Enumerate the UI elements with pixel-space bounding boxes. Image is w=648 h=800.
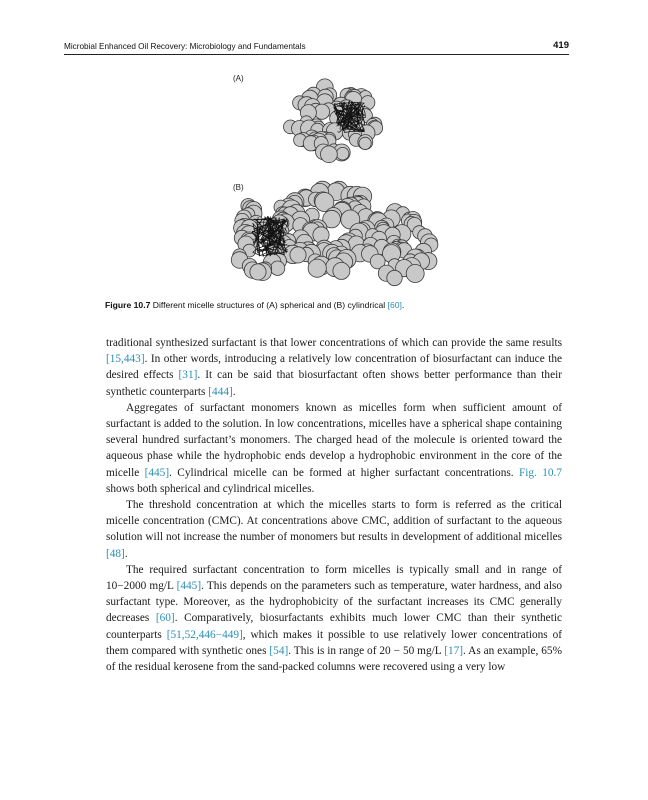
figure-number: Figure 10.7: [105, 300, 151, 310]
surfactant-head-icon: [387, 270, 402, 285]
paragraph-text: The required surfactant concentration to form micelles is typically small and in range of 10−2000 mg/L: [106, 563, 562, 593]
running-header: [64, 40, 569, 55]
paragraph-text: .: [232, 385, 236, 398]
paragraph-text: . Comparatively, biosurfactants exhibits much lower CMC than their synthetic counterparts: [106, 612, 562, 641]
figure-caption: [105, 300, 575, 310]
citation-link[interactable]: [51,52,446−449]: [166, 628, 243, 641]
paragraph-text: . This depends on the parameters such as temperature, water hardness, and also surfactant type. Moreover, as the hydrophobicity of the surfactant increases its CMC generally decreases: [106, 580, 563, 625]
figure-caption-end: .: [401, 300, 405, 310]
paragraph-text: shows both spherical and cylindrical micelles.: [106, 482, 315, 495]
body-paragraph: [106, 562, 562, 675]
citation-link[interactable]: [60]: [155, 612, 175, 625]
paragraph-text: traditional synthesized surfactant is that lower concentrations of which can provide the same results: [106, 337, 562, 349]
cylindrical-micelle-illustration: [228, 180, 440, 292]
paragraph-text: . As an example, 65% of the residual kerosene from the sand-packed columns were recovered using a very low: [106, 644, 562, 674]
surfactant-head-icon: [406, 265, 424, 283]
figure-caption-text: Different micelle structures of (A) spherical and (B) cylindrical: [150, 300, 388, 310]
citation-link[interactable]: [445]: [176, 580, 202, 593]
paragraph-text: The threshold concentration at which the micelles starts to form is referred as the critical micelle concentration (CMC). At concentrations above CMC, addition of surfactant to the aqueous solution will not increase the number of monomers but results in development of additional micelles: [106, 499, 562, 544]
surfactant-head-icon: [359, 137, 371, 149]
citation-link[interactable]: [15,443]: [106, 353, 145, 366]
paragraph-text: , which makes it possible to use relatively lower concentrations of them compared with synthetic ones: [106, 628, 562, 657]
paragraph-text: . In other words, introducing a relatively low concentration of biosurfactant can induce the desired effects: [106, 353, 562, 382]
paragraph-text: . Cylindrical micelle can be formed at higher surfactant concentrations.: [169, 466, 519, 479]
citation-link[interactable]: [31]: [178, 369, 198, 382]
citation-link[interactable]: [445]: [144, 466, 170, 479]
citation-link[interactable]: [444]: [208, 385, 233, 398]
citation-link[interactable]: [17]: [444, 644, 464, 657]
body-text: [106, 335, 562, 675]
citation-link[interactable]: Fig. 10.7: [518, 466, 562, 479]
surfactant-head-icon: [250, 264, 266, 280]
paragraph-text: . This is in range of 20 − 50 mg/L: [288, 644, 445, 657]
page-number: 419: [553, 40, 569, 51]
surfactant-head-icon: [308, 259, 326, 277]
paragraph-text: . It can be said that biosurfactant often shows better performance than their synthetic counterparts: [106, 369, 562, 398]
panel-a-label: (A): [233, 74, 244, 83]
surfactant-head-icon: [321, 146, 338, 163]
panel-b-label: (B): [233, 183, 244, 192]
paragraph-text: .: [124, 547, 128, 560]
surfactant-head-icon: [270, 261, 284, 275]
citation-link[interactable]: [48]: [106, 547, 125, 560]
spherical-micelle-illustration: [280, 75, 390, 165]
surfactant-head-icon: [336, 147, 349, 160]
surfactant-head-icon: [333, 262, 350, 279]
citation-link[interactable]: [54]: [269, 644, 289, 657]
running-header-title: Microbial Enhanced Oil Recovery: Microbiology and Fundamentals: [64, 42, 306, 51]
body-paragraph: [106, 400, 562, 497]
figure-caption-reference[interactable]: [60]: [387, 300, 402, 310]
body-paragraph: [106, 335, 562, 400]
surfactant-head-icon: [290, 247, 306, 263]
body-paragraph: [106, 497, 562, 562]
paragraph-text: Aggregates of surfactant monomers known as micelles form when sufficient amount of surfactant is added to the solution. In low concentrations, micelles have a spherical shape containing several hundred surfactant’s monomers. The charged head of the molecule is oriented toward the aqueous phase while the hydrophobic ends develop a hydrophobic environment in the core of the micelle: [106, 401, 562, 479]
